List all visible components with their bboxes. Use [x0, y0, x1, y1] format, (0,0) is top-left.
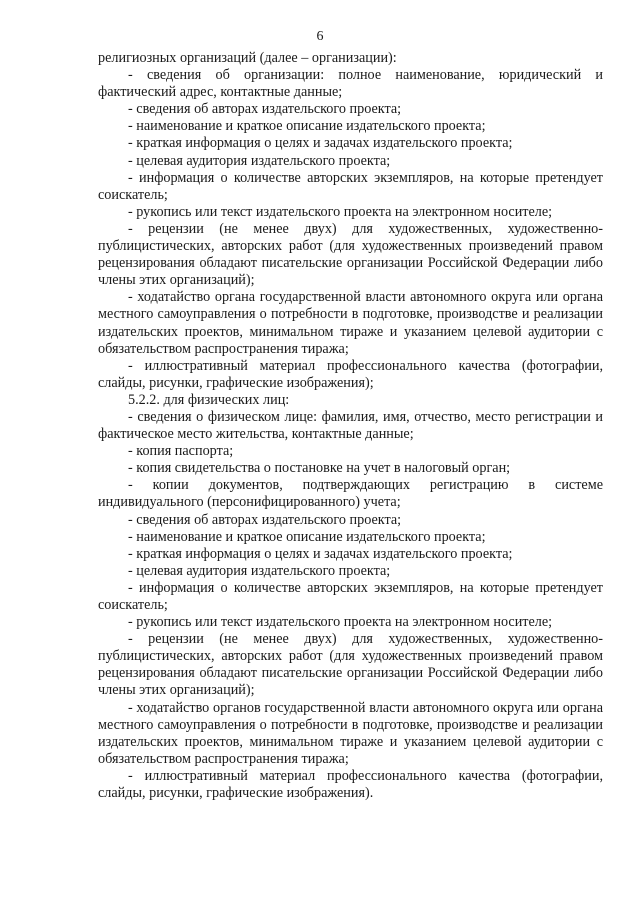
list-item: - ходатайство органа государственной власти автономного округа или органа местного самоуправления о потребности в подготовке, производстве и реализации издательских проектов, минимальном тираже и указанием целевой аудитории с обязательством распространения тиража;: [98, 289, 603, 357]
list-item: - копии документов, подтверждающих регистрацию в системе индивидуального (персонифицированного) учета;: [98, 477, 603, 511]
list-item: - копия паспорта;: [128, 443, 234, 460]
list-item: - рукопись или текст издательского проекта на электронном носителе;: [128, 614, 553, 631]
list-item: - сведения об организации: полное наименование, юридический и фактический адрес, контактные данные;: [98, 67, 603, 101]
list-item: - рецензии (не менее двух) для художественных, художественно-публицистических, авторских работ (для художественных произведений правом рецензирования обладают писательские организации Российской Федерации либо члены этих организаций);: [98, 220, 603, 289]
list-item: - сведения о физическом лице: фамилия, имя, отчество, место регистрации и фактическое место жительства, контактные данные;: [98, 408, 603, 443]
list-item: - наименование и краткое описание издательского проекта;: [128, 118, 486, 135]
list-item: - краткая информация о целях и задачах издательского проекта;: [128, 545, 513, 562]
page-number: 6: [316, 29, 324, 44]
list-item: - сведения об авторах издательского проекта;: [128, 101, 402, 118]
list-item: - целевая аудитория издательского проекта;: [128, 562, 391, 579]
document-body: [98, 50, 603, 802]
list-item: - сведения об авторах издательского проекта;: [128, 511, 402, 528]
paragraph-continuation: религиозных организаций (далее – организации):: [98, 50, 397, 66]
list-item: - рукопись или текст издательского проекта на электронном носителе;: [128, 203, 553, 220]
list-item: - ходатайство органов государственной власти автономного округа или органа местного самоуправления о потребности в подготовке, производстве и реализации издательских проектов, минимальном тираже и указанием целевой аудитории с обязательством распространения тиража;: [98, 699, 603, 767]
list-item: - целевая аудитория издательского проекта;: [128, 152, 391, 169]
section-heading: 5.2.2. для физических лиц:: [128, 391, 290, 408]
list-item: - наименование и краткое описание издательского проекта;: [128, 528, 486, 545]
list-item: - иллюстративный материал профессионального качества (фотографии, слайды, рисунки, графические изображения).: [98, 767, 603, 802]
list-item: - информация о количестве авторских экземпляров, на которые претендует соискатель;: [98, 579, 603, 613]
list-item: - иллюстративный материал профессионального качества (фотографии, слайды, рисунки, графические изображения);: [98, 357, 603, 391]
list-item: - рецензии (не менее двух) для художественных, художественно-публицистических, авторских работ (для художественных произведений правом рецензирования обладают писательские организации Российской Федерации либо члены этих организаций);: [98, 631, 603, 699]
list-item: - информация о количестве авторских экземпляров, на которые претендует соискатель;: [98, 169, 603, 203]
list-item: - краткая информация о целях и задачах издательского проекта;: [128, 135, 513, 152]
list-item: - копия свидетельства о постановке на учет в налоговый орган;: [128, 460, 511, 477]
